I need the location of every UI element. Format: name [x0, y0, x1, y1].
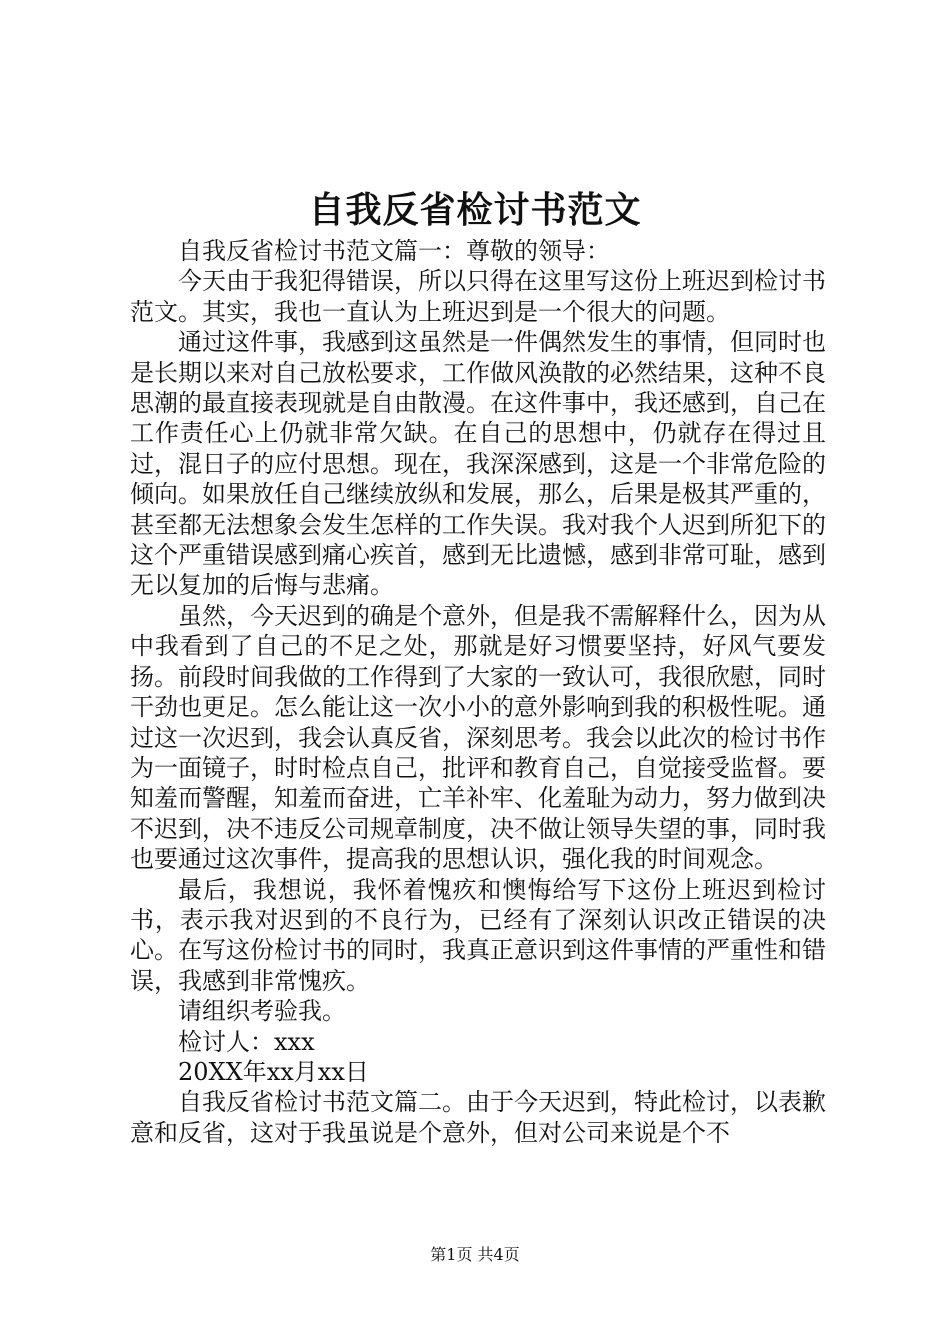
paragraph-signature: 检讨人：xxx — [178, 1027, 315, 1056]
document-body — [130, 236, 826, 1148]
paragraph-reflection: 通过这件事，我感到这虽然是一件偶然发生的事情，但同时也是长期以来对自己放松要求，工作做风涣散的必然结果，这种不良思潮的最直接表现就是自由散漫。在这件事中，我还感到，自己在工作责任心上仍就非常欠缺。在自己的思想中，仍就存在得过且过，混日子的应付思想。现在，我深深感到，这是一个非常危险的倾向。如果放任自己继续放纵和发展，那么，后果是极其严重的，甚至都无法想象会发生怎样的工作失误。我对我个人迟到所犯下的这个严重错误感到痛心疾首，感到无比遗憾，感到非常可耻，感到无以复加的后悔与悲痛。 — [130, 328, 826, 600]
paragraph-date: 20XX年xx月xx日 — [178, 1057, 369, 1086]
page-number-footer: 第1页 共4页 — [430, 1245, 520, 1264]
paragraph-salutation: 自我反省检讨书范文篇一：尊敬的领导： — [178, 237, 610, 265]
paragraph-intro: 今天由于我犯得错误，所以只得在这里写这份上班迟到检讨书范文。其实，我也一直认为上班迟到是一个很大的问题。 — [130, 267, 826, 326]
paragraph-request: 请组织考验我。 — [178, 997, 346, 1026]
document-title: 自我反省检讨书范文 — [308, 189, 642, 231]
paragraph-resolution: 虽然，今天迟到的确是个意外，但是我不需解释什么，因为从中我看到了自己的不足之处，那就是好习惯要坚持，好风气要发扬。前段时间我做的工作得到了大家的一致认可，我很欣慰，同时干劲也更足。怎么能让这一次小小的意外影响到我的积极性呢。通过这一次迟到，我会认真反省，深刻思考。我会以此次的检讨书作为一面镜子，时时检点自己，批评和教育自己，自觉接受监督。要知羞而警醒，知羞而奋进，亡羊补牢、化羞耻为动力，努力做到决不迟到，决不违反公司规章制度，决不做让领导失望的事，同时我也要通过这次事件，提高我的思想认识，强化我的时间观念。 — [130, 601, 826, 874]
paragraph-part-two: 自我反省检讨书范文篇二。由于今天迟到，特此检讨，以表歉意和反省，这对于我虽说是个意外，但对公司来说是个不 — [130, 1088, 826, 1147]
paragraph-conclusion: 最后，我想说，我怀着愧疚和懊悔给写下这份上班迟到检讨书，表示我对迟到的不良行为，已经有了深刻认识改正错误的决心。在写这份检讨书的同时，我真正意识到这件事情的严重性和错误，我感到非常愧疚。 — [130, 875, 826, 995]
